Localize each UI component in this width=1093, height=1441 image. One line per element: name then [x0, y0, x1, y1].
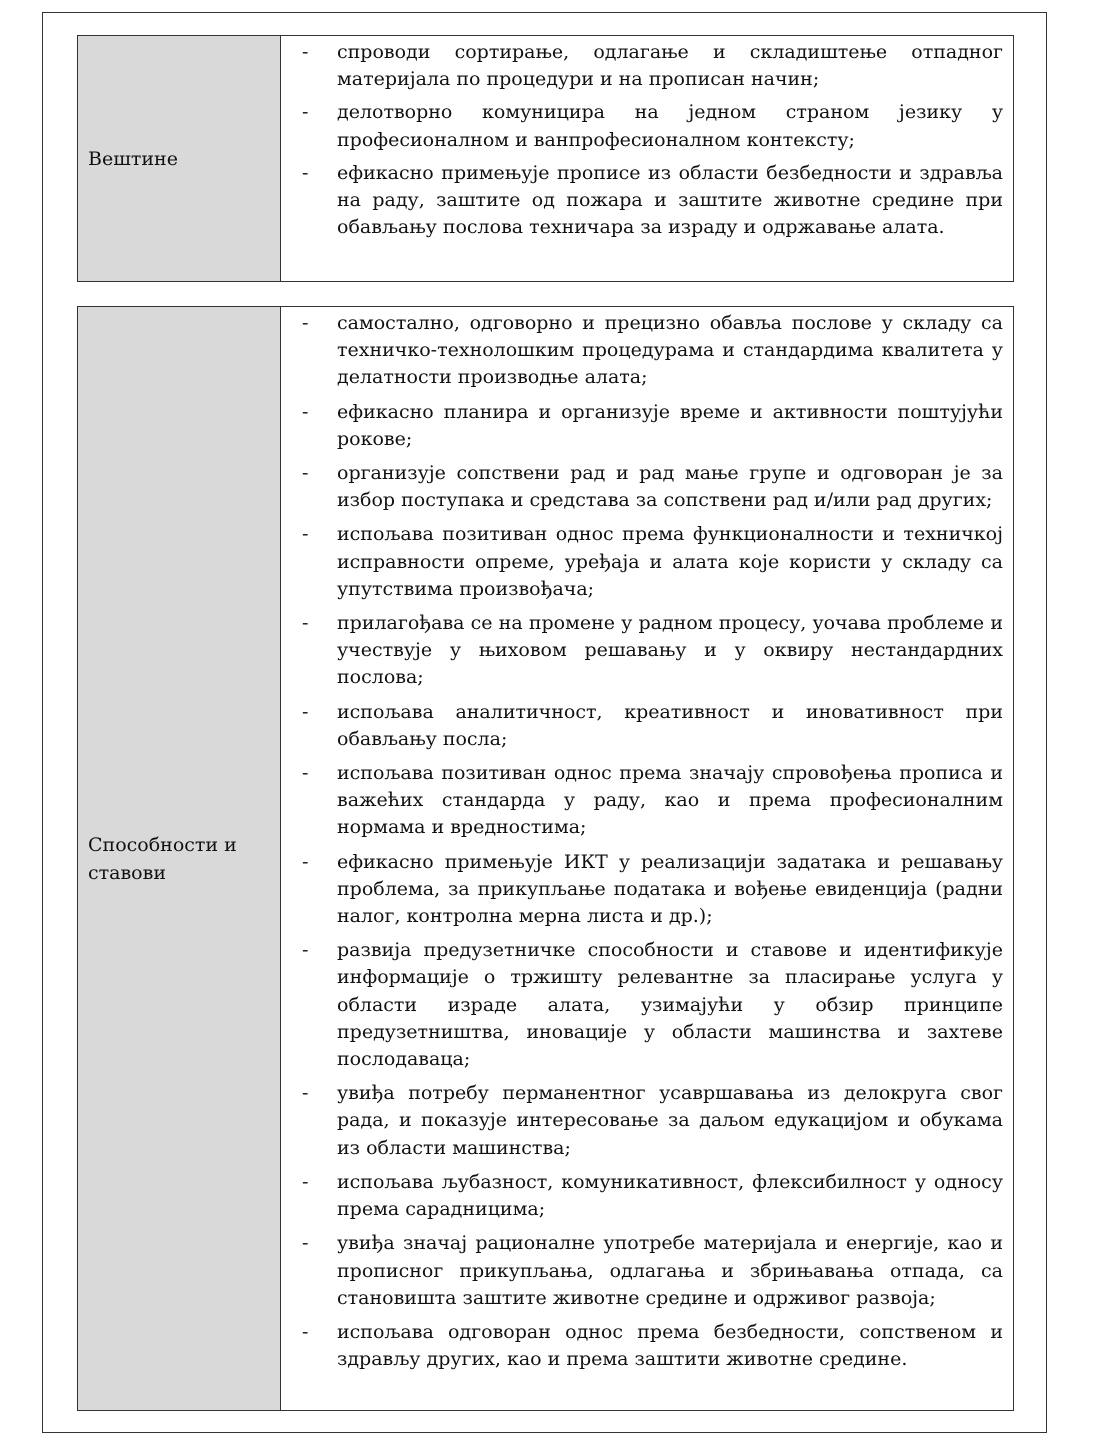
- list-item: [293, 521, 1003, 603]
- skills-content: [281, 36, 1013, 281]
- list-item: [293, 310, 1003, 392]
- list-item-text: испољава љубазност, комуникативност, флексибилност у односу према сарадницима;: [337, 1170, 1003, 1221]
- list-item: [293, 937, 1003, 1073]
- list-item-text: испољава позитиван однос према значају спровођења прописа и важећих стандарда у раду, као и према професионалним нормама и вредностима;: [337, 762, 1003, 839]
- bullet-dash: -: [302, 700, 309, 723]
- list-item-text: организује сопствени рад и рад мање групе и одговоран је за избор поступака и средстава за сопствени рад и/или рад других;: [337, 462, 1003, 512]
- bullet-dash: -: [302, 1082, 309, 1105]
- bullet-dash: -: [302, 939, 309, 962]
- list-item: [293, 849, 1003, 931]
- list-item-text: испољава аналитичност, креативност и иновативност при обављању посла;: [337, 700, 1003, 750]
- list-item-text: спроводи сортирање, одлагање и складиштење отпадног материјала по процедури и на прописан начин;: [337, 41, 1003, 91]
- list-item: [293, 460, 1003, 514]
- skills-table: [77, 35, 1014, 282]
- bullet-dash: -: [302, 1170, 309, 1193]
- list-item: [293, 699, 1003, 753]
- bullet-dash: -: [302, 101, 309, 124]
- list-item-text: самостално, одговорно и прецизно обавља послове у складу са техничко-технолошким процедурама и стандардима квалитета у делатности производње алата;: [337, 312, 1003, 389]
- bullet-dash: -: [302, 850, 309, 873]
- list-item: [293, 1230, 1003, 1312]
- bullet-dash: -: [302, 523, 309, 546]
- bullet-dash: -: [302, 462, 309, 485]
- list-item: [293, 160, 1003, 242]
- bullet-dash: -: [302, 312, 309, 334]
- bullet-dash: -: [302, 762, 309, 785]
- bullet-dash: -: [302, 161, 309, 184]
- list-item: [293, 610, 1003, 692]
- list-item: [293, 399, 1003, 453]
- list-item-text: ефикасно планира и организује време и активности поштујући рокове;: [337, 400, 1003, 450]
- list-item: [293, 39, 1003, 93]
- bullet-dash: -: [302, 1232, 309, 1255]
- list-item-text: ефикасно примењује прописе из области безбедности и здравља на раду, заштите од пожара и заштите животне средине при обављању послова техничара за израду и одржавање алата.: [337, 161, 1003, 239]
- list-item-text: прилагођава се на промене у радном процесу, уочава проблеме и учествује у њиховом решавању и у оквиру нестандардних послова;: [337, 612, 1003, 689]
- list-item-text: увиђа значај рационалне употребе материјала и енергије, као и прописног прикупљања, одлагања и збрињавања отпада, са становишта заштите животне средине и одрживог развоја;: [337, 1232, 1003, 1309]
- abilities-label: Способности и ставови: [78, 307, 281, 1410]
- bullet-dash: -: [302, 1320, 309, 1343]
- list-item: [293, 99, 1003, 153]
- skills-label: Вештине: [78, 36, 281, 281]
- list-item-text: ефикасно примењује ИКТ у реализацији задатака и решавању проблема, за прикупљање података и вођење евиденција (радни налог, контролна мерна листа и др.);: [337, 850, 1003, 928]
- list-item-text: развија предузетничке способности и ставове и идентификује информације о тржишту релевантне за пласирање услуга у области израде алата, узимајући у обзир принципе предузетништва, иновације у области машинства и захтеве послодаваца;: [337, 939, 1003, 1071]
- list-item: [293, 1080, 1003, 1162]
- bullet-dash: -: [302, 612, 309, 635]
- abilities-content: [281, 307, 1013, 1410]
- list-item: [293, 760, 1003, 842]
- list-item-text: делотворно комуницира на једном страном језику у професионалном и ванпрофесионалном контексту;: [337, 101, 1003, 151]
- list-item: [293, 1169, 1003, 1223]
- list-item: [293, 1319, 1003, 1373]
- list-item-text: испољава позитиван однос према функционалности и техничкој исправности опреме, уређаја и алата које користи у складу са упутствима произвођача;: [337, 523, 1003, 600]
- bullet-dash: -: [302, 400, 309, 423]
- abilities-list: [293, 310, 1003, 1373]
- bullet-dash: -: [302, 41, 309, 63]
- list-item-text: увиђа потребу перманентног усавршавања из делокруга свог рада, и показује интересовање за даљом едукацијом и обукама из области машинства;: [337, 1082, 1003, 1159]
- abilities-table: [77, 306, 1014, 1411]
- list-item-text: испољава одговоран однос према безбедности, сопственом и здрављу других, као и према заштити животне средине.: [337, 1320, 1003, 1371]
- skills-list: [293, 39, 1003, 241]
